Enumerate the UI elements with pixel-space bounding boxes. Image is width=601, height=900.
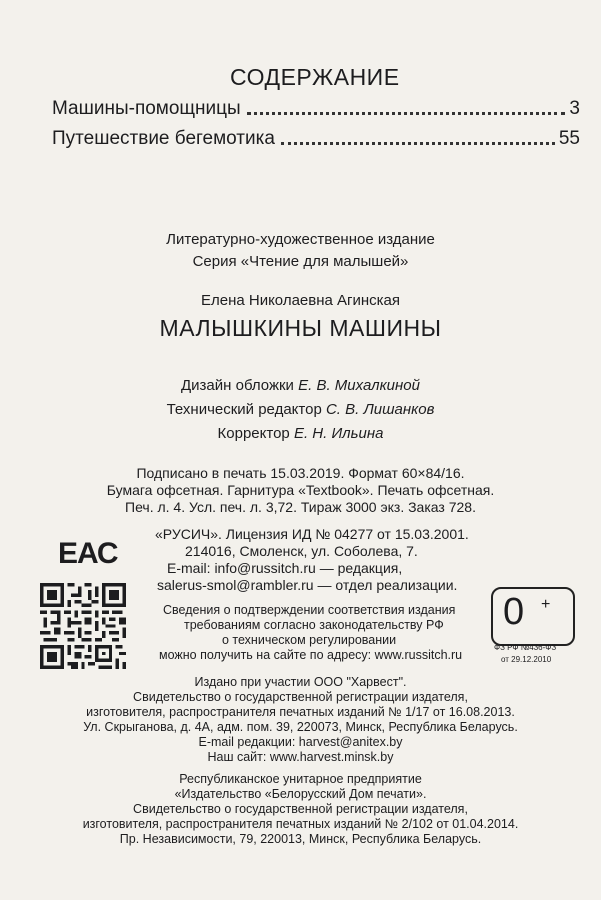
contents-leader-dots [247, 112, 566, 115]
contents-leader-dots [281, 142, 555, 145]
harvest-line: Издано при участии ООО "Харвест". [194, 675, 407, 689]
conformity-line: Сведения о подтверждении соответствия издания [163, 603, 456, 617]
printer-line: Пр. Независимости, 79, 220013, Минск, Республика Беларусь. [119, 832, 482, 846]
harvest-line: Наш сайт: www.harvest.minsk.by [207, 750, 394, 764]
printer-line: Республиканское унитарное предприятие [179, 772, 422, 786]
credit-tech-editor [0, 401, 601, 418]
credit-role: Технический редактор [166, 401, 322, 418]
credit-name: Е. В. Михалкиной [298, 377, 420, 394]
contents-item [52, 122, 580, 150]
book-title: МАЛЫШКИНЫ МАШИНЫ [159, 315, 442, 341]
conformity-line: о техническом регулировании [222, 633, 397, 647]
contents-heading: СОДЕРЖАНИЕ [230, 64, 400, 90]
harvest-line: изготовителя, распространителя печатных изданий № 1/17 от 16.08.2013. [86, 705, 515, 719]
contents-item-page: 55 [558, 128, 580, 149]
age-rating-number: 0 [503, 591, 525, 633]
age-rating-plus: + [541, 596, 551, 613]
qr-code-icon [40, 583, 126, 669]
credit-role: Дизайн обложки [181, 377, 294, 394]
age-rating-date: от 29.12.2010 [501, 655, 552, 664]
publisher-line: «РУСИЧ». Лицензия ИД № 04277 от 15.03.2001. [155, 526, 469, 542]
contents-item [52, 92, 580, 120]
harvest-line: E-mail редакции: harvest@anitex.by [198, 735, 403, 749]
credit-proofreader [0, 425, 601, 442]
author-name: Елена Николаевна Агинская [200, 292, 401, 309]
publisher-line: salerus-smol@rambler.ru — отдел реализации. [157, 577, 458, 593]
print-info-line: Бумага офсетная. Гарнитура «Textbook». Печать офсетная. [106, 482, 495, 498]
edition-series: Серия «Чтение для малышей» [192, 253, 409, 270]
eac-conformity-mark: ЕАС [58, 537, 118, 570]
publisher-line: 214016, Смоленск, ул. Соболева, 7. [185, 543, 418, 559]
publisher-line: E-mail: info@russitch.ru — редакция, [167, 560, 403, 576]
printer-line: изготовителя, распространителя печатных изданий № 2/102 от 01.04.2014. [82, 817, 519, 831]
harvest-line: Свидетельство о государственной регистрации издателя, [133, 690, 468, 704]
print-info-line: Печ. л. 4. Усл. печ. л. 3,72. Тираж 3000 экз. Заказ 728. [125, 499, 476, 515]
conformity-line: требованиям согласно законодательству РФ [184, 618, 444, 632]
harvest-line: Ул. Скрыганова, д. 4А, адм. пом. 39, 220073, Минск, Республика Беларусь. [83, 720, 518, 734]
credit-cover-design [0, 377, 601, 394]
edition-type: Литературно-художественное издание [166, 231, 435, 248]
printer-line: «Издательство «Белорусский Дом печати». [174, 787, 427, 801]
print-info-line: Подписано в печать 15.03.2019. Формат 60×84/16. [136, 465, 465, 481]
contents-item-title: Путешествие бегемотика [52, 128, 275, 149]
conformity-line: можно получить на сайте по адресу: www.russitch.ru [159, 648, 463, 662]
credit-name: С. В. Лишанков [325, 401, 435, 418]
printer-line: Свидетельство о государственной регистрации издателя, [133, 802, 468, 816]
contents-item-page: 3 [569, 98, 580, 119]
credit-role: Корректор [217, 425, 290, 442]
contents-item-title: Машины-помощницы [52, 98, 241, 119]
age-rating-law: ФЗ РФ №436-ФЗ [494, 643, 557, 652]
credit-name: Е. Н. Ильина [293, 425, 384, 442]
